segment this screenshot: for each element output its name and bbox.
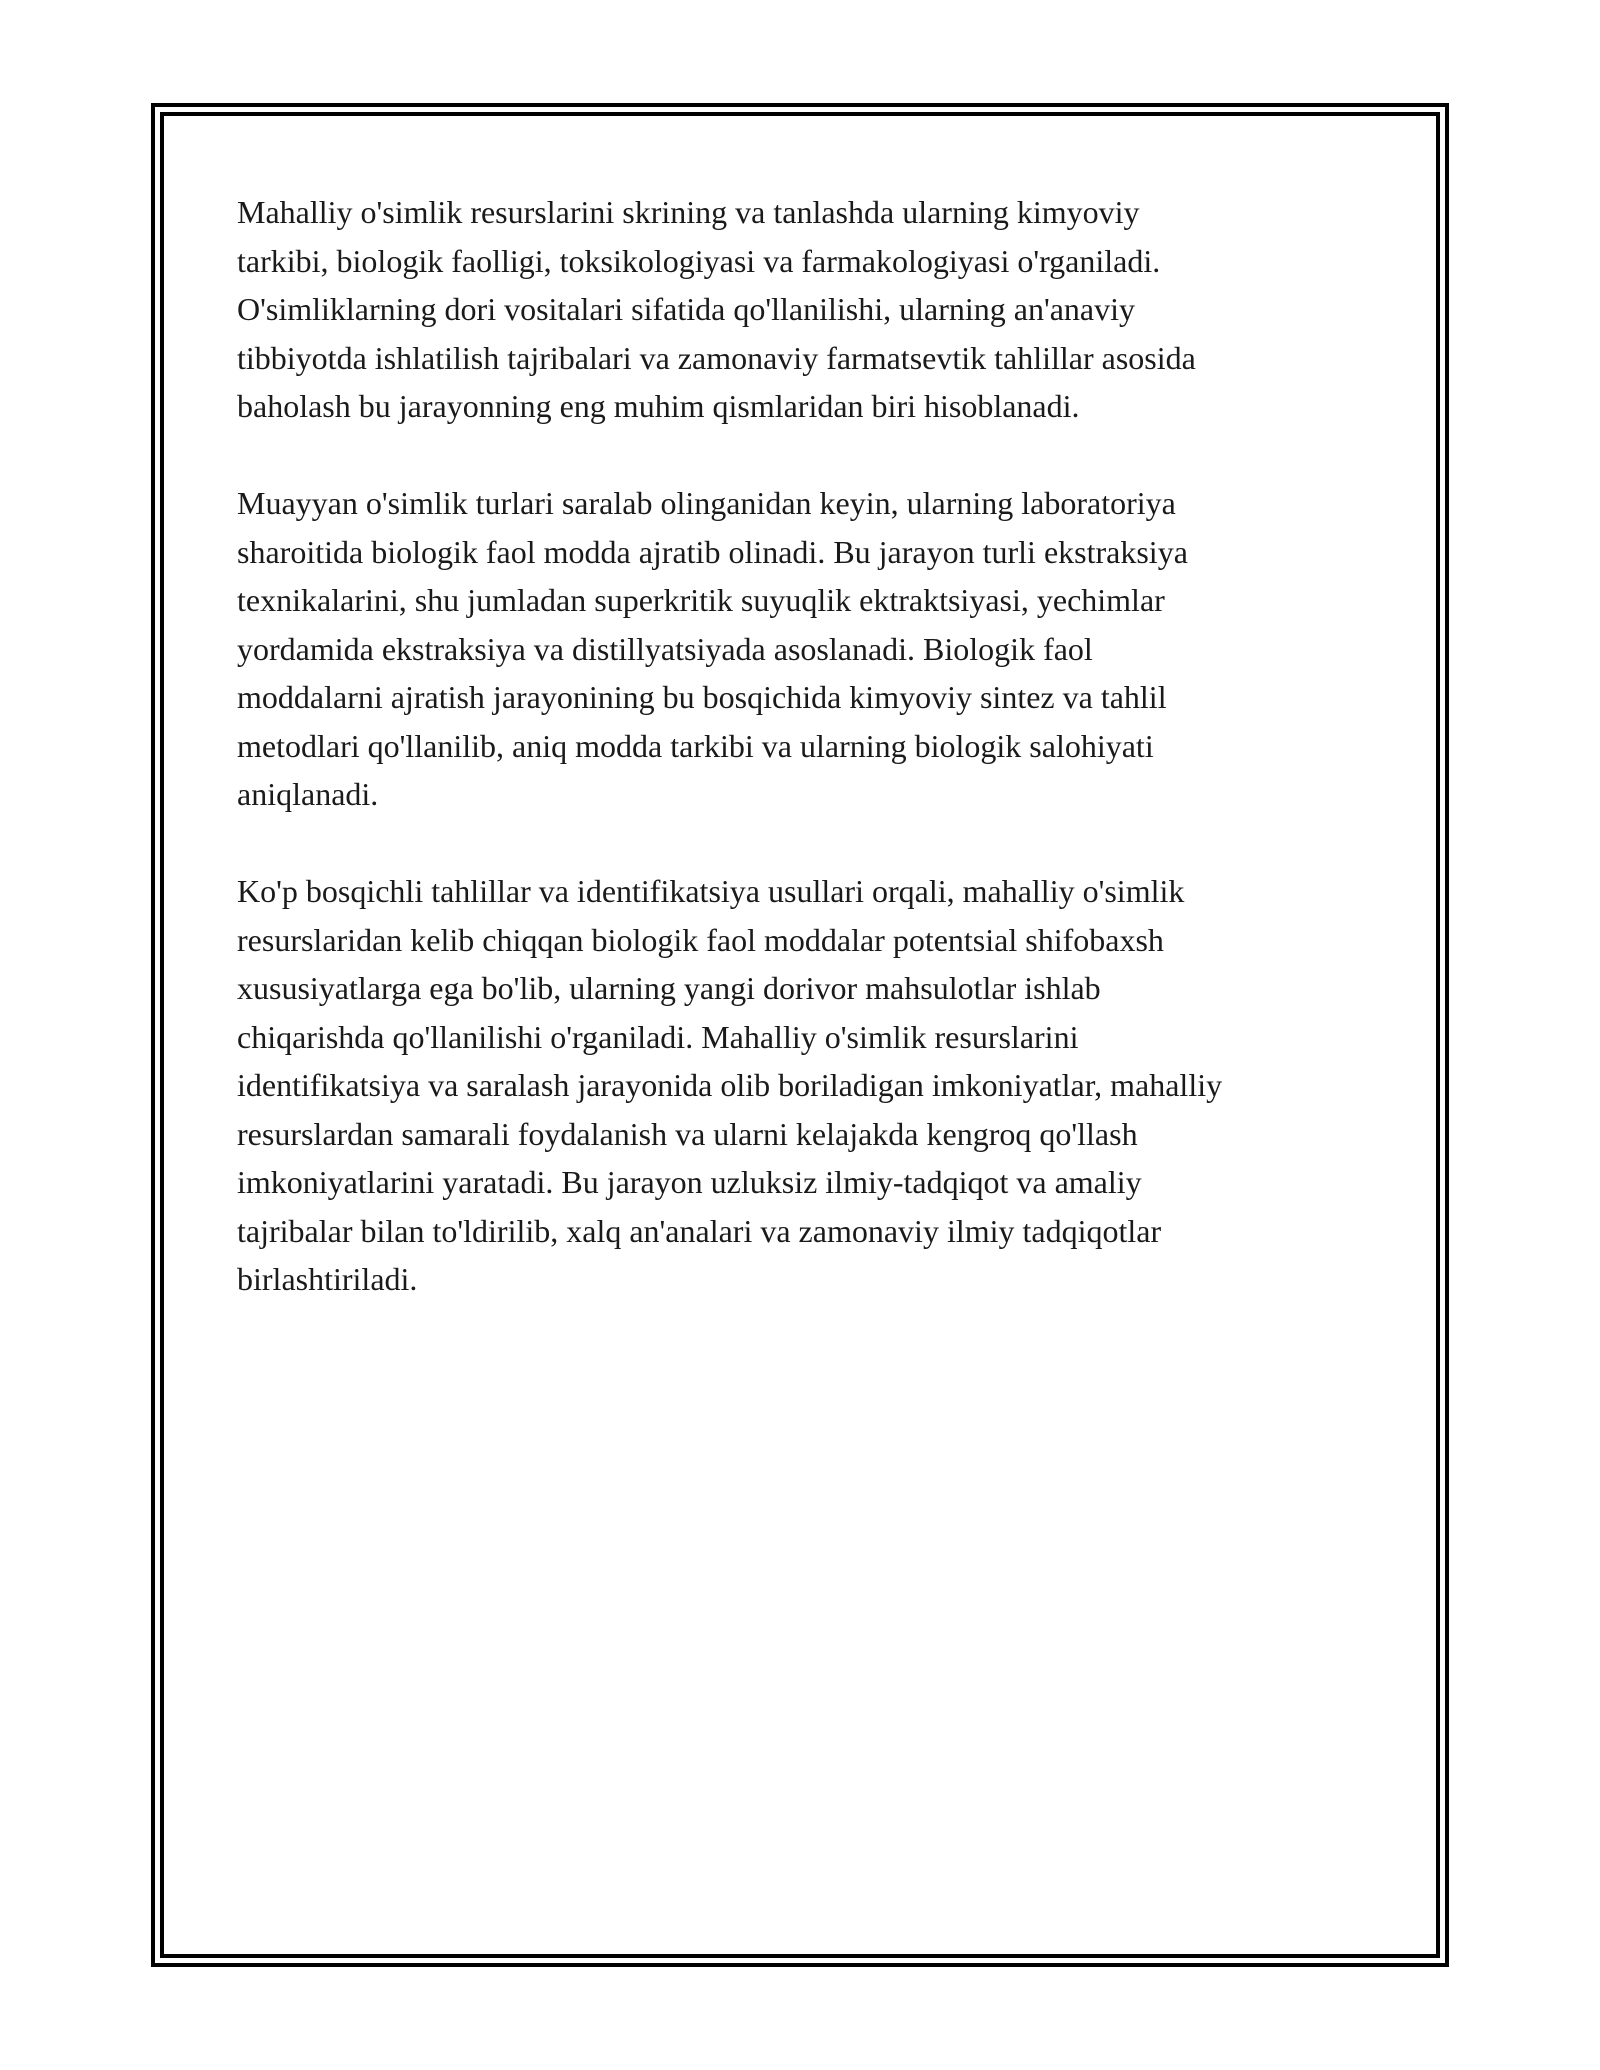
text-line: tibbiyotda ishlatilish tajribalari va zamonaviy farmatsevtik tahlillar asosida bbox=[237, 339, 1196, 376]
paragraph-1 bbox=[237, 188, 1387, 431]
text-line: resurslardan samarali foydalanish va ularni kelajakda kengroq qo'llash bbox=[237, 1115, 1138, 1152]
paragraph-3 bbox=[237, 867, 1387, 1304]
text-line: tarkibi, biologik faolligi, toksikologiyasi va farmakologiyasi o'rganiladi. bbox=[237, 242, 1161, 279]
text-line: baholash bu jarayonning eng muhim qismlaridan biri hisoblanadi. bbox=[237, 388, 1080, 424]
text-line: Ko'p bosqichli tahlillar va identifikatsiya usullari orqali, mahalliy o'simlik bbox=[237, 873, 1185, 909]
document-body bbox=[237, 188, 1387, 1352]
text-line: tajribalar bilan to'ldirilib, xalq an'analari va zamonaviy ilmiy tadqiqotlar bbox=[237, 1212, 1162, 1249]
text-line: birlashtiriladi. bbox=[237, 1261, 418, 1297]
text-line: identifikatsiya va saralash jarayonida olib boriladigan imkoniyatlar, mahalliy bbox=[237, 1067, 1223, 1103]
text-line: xususiyatlarga ega bo'lib, ularning yangi dorivor mahsulotlar ishlab bbox=[237, 970, 1101, 1006]
text-line: chiqarishda qo'llanilishi o'rganiladi. Mahalliy o'simlik resurslarini bbox=[237, 1018, 1079, 1055]
text-line: resurslaridan kelib chiqqan biologik faol moddalar potentsial shifobaxsh bbox=[237, 921, 1164, 958]
text-line: yordamida ekstraksiya va distillyatsiyada asoslanadi. Biologik faol bbox=[237, 630, 1093, 667]
text-line: moddalarni ajratish jarayonining bu bosqichida kimyoviy sintez va tahlil bbox=[237, 679, 1167, 715]
text-line: Mahalliy o'simlik resurslarini skrining va tanlashda ularning kimyoviy bbox=[237, 194, 1140, 230]
text-line: Muayyan o'simlik turlari saralab olinganidan keyin, ularning laboratoriya bbox=[237, 485, 1176, 521]
text-line: texnikalarini, shu jumladan superkritik suyuqlik ektraktsiyasi, yechimlar bbox=[237, 582, 1165, 618]
text-line: sharoitida biologik faol modda ajratib olinadi. Bu jarayon turli ekstraksiya bbox=[237, 533, 1188, 570]
text-line: imkoniyatlarini yaratadi. Bu jarayon uzluksiz ilmiy-tadqiqot va amaliy bbox=[237, 1164, 1142, 1200]
text-line: aniqlanadi. bbox=[237, 776, 379, 812]
text-line: O'simliklarning dori vositalari sifatida qo'llanilishi, ularning an'anaviy bbox=[237, 291, 1136, 327]
text-line: metodlari qo'llanilib, aniq modda tarkibi va ularning biologik salohiyati bbox=[237, 727, 1154, 764]
paragraph-2 bbox=[237, 479, 1387, 819]
